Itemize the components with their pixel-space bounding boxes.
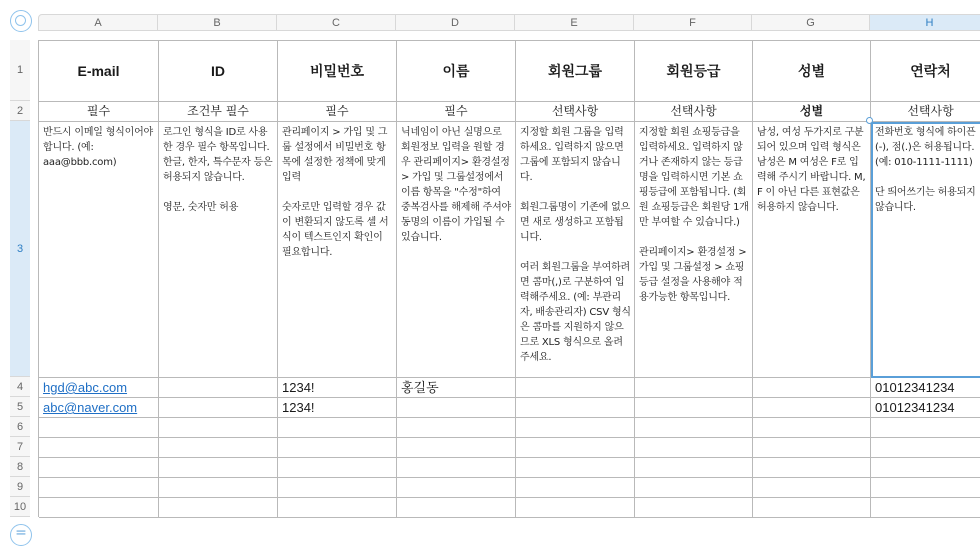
cell-value: 01012341234 (875, 380, 955, 395)
cell-value: 1234! (282, 400, 315, 415)
requirement-label: 선택사항 (670, 104, 717, 118)
cell-c2[interactable] (278, 102, 397, 122)
cell-value: 01012341234 (875, 400, 955, 415)
cell-g7[interactable] (753, 438, 871, 458)
column-header-e[interactable]: E (515, 14, 634, 31)
cell-b5[interactable] (159, 398, 278, 418)
description-text: 닉네임이 아닌 실명으로 회원정보 입력을 원할 경우 관리페이지> 환경설정 > 가입 및 그룹설정에서 이름 항목을 "수정"하여 중복검사를 해제해 주셔야 동명의 이름이 가입될 수 있습니다. (401, 127, 515, 243)
cell-value: 홍길동 (401, 380, 439, 395)
column-title: 비밀번호 (309, 63, 365, 79)
cell-g9[interactable] (753, 478, 871, 498)
cell-h8[interactable] (871, 458, 980, 478)
cell-h1[interactable] (871, 41, 980, 102)
cell-b1[interactable] (159, 41, 278, 102)
cell-b8[interactable] (159, 458, 278, 478)
row-header-2[interactable]: 2 (10, 101, 30, 121)
requirement-label: 조건부 필수 (187, 104, 249, 118)
description-text: 지정할 회원 쇼핑등급을 입력하세요. 입력하지 않거나 존재하지 않는 등급명을 입력하시면 기본 쇼핑등급에 포함됩니다. (회원 쇼핑등급은 회원당 1개만 부여할 수 있습니다.) 관리페이지> 환경설정 > 가입 및 그룹설정 > 쇼핑등급 설정을 사용해야 적용가능한 항목입니다. (639, 127, 749, 303)
column-title: 이름 (442, 63, 470, 79)
cell-b2[interactable] (159, 102, 278, 122)
column-title: 회원등급 (666, 63, 721, 79)
cell-g4[interactable] (753, 378, 871, 398)
column-header-f[interactable]: F (634, 14, 752, 31)
cell-a6[interactable] (39, 418, 159, 438)
description-text: 로그인 형식을 ID로 사용한 경우 필수 항목입니다. 한글, 한자, 특수문자 등은 허용되지 않습니다. 영문, 숫자만 허용 (163, 127, 273, 213)
cell-a8[interactable] (39, 458, 159, 478)
add-row-button[interactable]: = (10, 524, 32, 546)
cell-b7[interactable] (159, 438, 278, 458)
cell-f7[interactable] (635, 438, 753, 458)
cell-h7[interactable] (871, 438, 980, 458)
cell-g5[interactable] (753, 398, 871, 418)
cell-c9[interactable] (278, 478, 397, 498)
cell-c5[interactable] (278, 398, 397, 418)
description-text: 남성, 여성 두가지로 구분되어 있으며 입력 형식은 남성은 M 여성은 F로 입력해 주시기 바랍니다. M, F 이 아닌 다른 표현값은 허용하지 않습니다. (757, 127, 869, 213)
cell-g1[interactable] (753, 41, 871, 102)
cell-f6[interactable] (635, 418, 753, 438)
cell-b9[interactable] (159, 478, 278, 498)
cell-a7[interactable] (39, 438, 159, 458)
requirement-label: 선택사항 (551, 104, 599, 118)
row-header-3[interactable]: 3 (10, 121, 30, 377)
cell-f3[interactable] (635, 122, 753, 378)
cell-e4[interactable] (516, 378, 635, 398)
cell-c4[interactable] (278, 378, 397, 398)
row-header-6[interactable]: 6 (10, 417, 30, 437)
cell-d7[interactable] (397, 438, 516, 458)
cell-h4[interactable] (871, 378, 980, 398)
cell-e3[interactable] (516, 122, 635, 378)
cell-c1[interactable] (278, 41, 397, 102)
column-title: E-mail (77, 63, 120, 79)
row-header-9[interactable]: 9 (10, 477, 30, 497)
column-header-h[interactable]: H (870, 14, 980, 31)
cell-c8[interactable] (278, 458, 397, 478)
requirement-label: 필수 (444, 104, 468, 118)
description-text: 지정할 회원 그룹을 입력하세요. 입력하지 않으면 그룹에 포함되지 않습니다. 회원그룹명이 기존에 없으면 새로 생성하고 포함됩니다. 여러 회원그룹을 부여하려면 콤마(,)로 구분하여 입력해주세요. (예: 부관리자, 배송관리자) CSV 형식은 콤마를 지원하지 않으므로 XLS 형식으로 올려주세요. (520, 127, 631, 363)
requirement-label: 필수 (86, 104, 111, 118)
cell-f4[interactable] (635, 378, 753, 398)
cell-c7[interactable] (278, 438, 397, 458)
requirement-label: 성별 (799, 104, 824, 118)
row-header-10[interactable]: 10 (10, 497, 30, 517)
column-title: ID (211, 63, 225, 79)
cell-e7[interactable] (516, 438, 635, 458)
cell-h6[interactable] (871, 418, 980, 438)
cell-e8[interactable] (516, 458, 635, 478)
cell-b3[interactable] (159, 122, 278, 378)
cell-e10[interactable] (516, 498, 635, 518)
cell-b6[interactable] (159, 418, 278, 438)
cell-e1[interactable] (516, 41, 635, 102)
cell-d10[interactable] (397, 498, 516, 518)
cell-b4[interactable] (159, 378, 278, 398)
cell-g2[interactable] (753, 102, 871, 122)
requirement-label: 필수 (325, 104, 349, 118)
cell-h2[interactable] (871, 102, 980, 122)
cell-d5[interactable] (397, 398, 516, 418)
cell-d3[interactable] (397, 122, 516, 378)
row-header-4[interactable]: 4 (10, 377, 30, 397)
description-text: 전화번호 형식에 하이픈(-), 점(.)은 허용됩니다. (예: 010-1111-1111) 단 띄어쓰기는 허용되지 않습니다. (875, 127, 976, 213)
selected-cell-h3[interactable] (871, 122, 980, 378)
cell-c10[interactable] (278, 498, 397, 518)
cell-b10[interactable] (159, 498, 278, 518)
cell-f9[interactable] (635, 478, 753, 498)
cell-a4[interactable] (39, 378, 159, 398)
cell-e9[interactable] (516, 478, 635, 498)
cell-d6[interactable] (397, 418, 516, 438)
cell-f2[interactable] (635, 102, 753, 122)
select-all-button[interactable] (10, 10, 32, 32)
cell-f8[interactable] (635, 458, 753, 478)
cell-f10[interactable] (635, 498, 753, 518)
cell-f5[interactable] (635, 398, 753, 418)
cell-d1[interactable] (397, 41, 516, 102)
row-header-1[interactable]: 1 (10, 40, 30, 101)
description-text: 반드시 이메일 형식이어야 합니다. (예: aaa@bbb.com) (43, 127, 157, 168)
column-title: 연락처 (910, 63, 951, 79)
column-header-a[interactable]: A (38, 14, 158, 31)
cell-h9[interactable] (871, 478, 980, 498)
spreadsheet-grid (38, 40, 980, 517)
cell-a3[interactable] (39, 122, 159, 378)
cell-e6[interactable] (516, 418, 635, 438)
cell-f1[interactable] (635, 41, 753, 102)
selection-handle[interactable] (866, 117, 873, 124)
cell-g6[interactable] (753, 418, 871, 438)
cell-a2[interactable] (39, 102, 159, 122)
cell-g10[interactable] (753, 498, 871, 518)
requirement-label: 선택사항 (907, 104, 954, 118)
email-link[interactable]: hgd@abc.com (43, 380, 128, 395)
cell-c3[interactable] (278, 122, 397, 378)
cell-g8[interactable] (753, 458, 871, 478)
cell-d4[interactable] (397, 378, 516, 398)
cell-d8[interactable] (397, 458, 516, 478)
cell-e2[interactable] (516, 102, 635, 122)
column-title: 성별 (797, 63, 826, 79)
cell-h10[interactable] (871, 498, 980, 518)
row-header-5[interactable]: 5 (10, 397, 30, 417)
column-header-b[interactable]: B (158, 14, 277, 31)
cell-a9[interactable] (39, 478, 159, 498)
cell-a5[interactable] (39, 398, 159, 418)
cell-e5[interactable] (516, 398, 635, 418)
cell-a10[interactable] (39, 498, 159, 518)
cell-c6[interactable] (278, 418, 397, 438)
row-header-7[interactable]: 7 (10, 437, 30, 457)
cell-g3[interactable] (753, 122, 871, 378)
email-link[interactable]: abc@naver.com (43, 400, 138, 415)
cell-a1[interactable] (39, 41, 159, 102)
cell-d9[interactable] (397, 478, 516, 498)
cell-h5[interactable] (871, 398, 980, 418)
description-text: 관리페이지 > 가입 및 그룹 설정에서 비밀번호 항목에 설정한 정책에 맞게 입력 숫자로만 입력할 경우 값이 변환되지 않도록 셀 서식이 텍스트인지 확인이 필요합니다. (282, 127, 389, 258)
column-header-g[interactable]: G (752, 14, 870, 31)
column-title: 회원그룹 (547, 63, 603, 79)
column-header-c[interactable]: C (277, 14, 396, 31)
cell-d2[interactable] (397, 102, 516, 122)
row-header-8[interactable]: 8 (10, 457, 30, 477)
column-header-d[interactable]: D (396, 14, 515, 31)
cell-value: 1234! (282, 380, 315, 395)
